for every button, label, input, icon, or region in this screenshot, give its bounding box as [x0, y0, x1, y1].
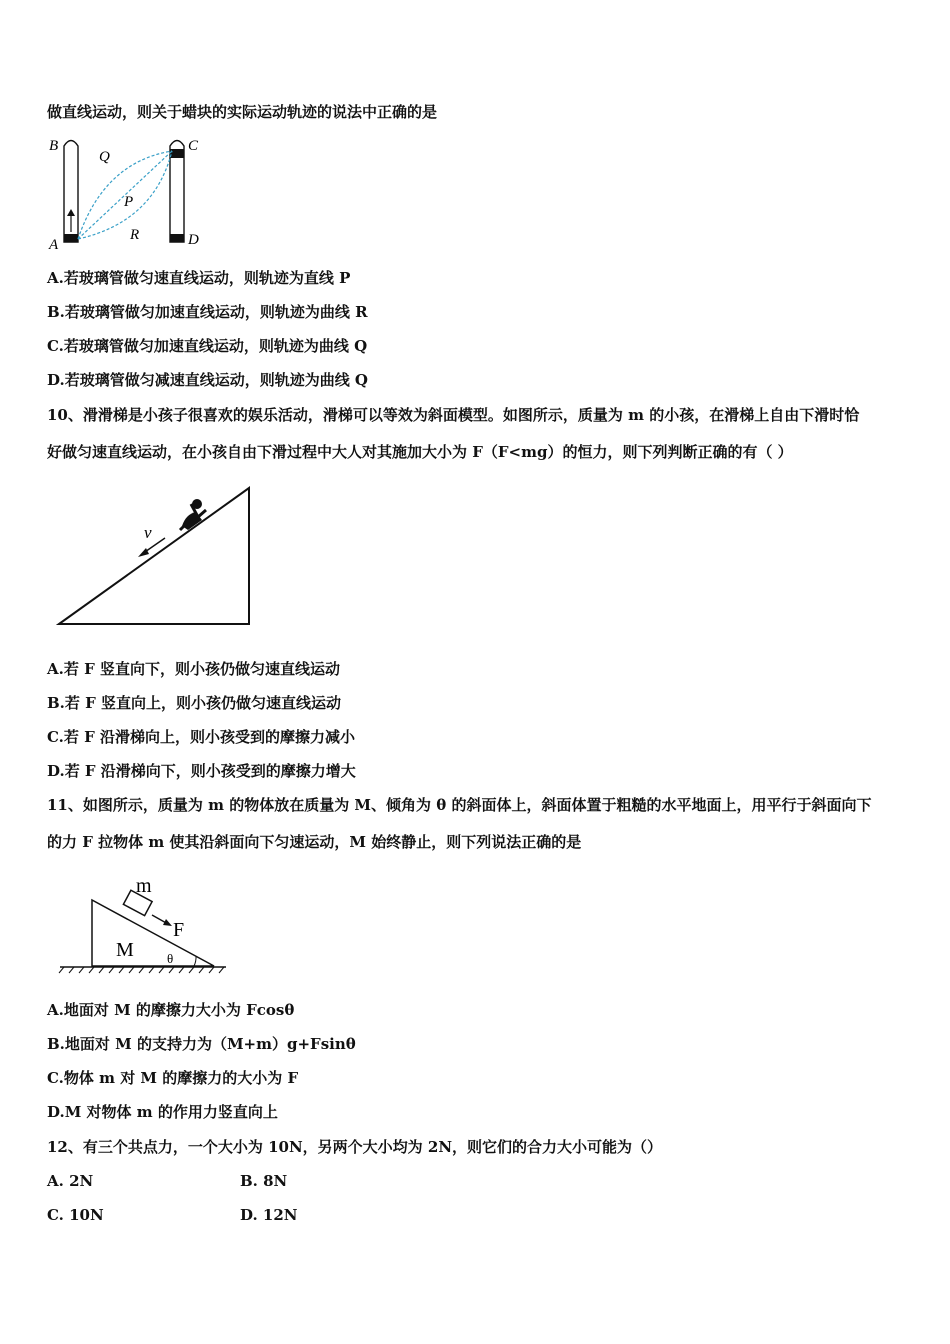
q10-option-c: C.若 F 沿滑梯向上，则小孩受到的摩擦力减小: [47, 728, 355, 746]
label-B: B: [49, 138, 59, 154]
label-theta: θ: [167, 951, 174, 966]
q9-glass-tube-figure: [44, 132, 214, 254]
label-F: F: [173, 919, 185, 941]
label-R: R: [130, 227, 140, 243]
q12-option-d: D. 12N: [240, 1206, 298, 1224]
label-D: D: [188, 232, 199, 248]
q10-slide-figure: [56, 482, 256, 628]
q12-option-a: A. 2N: [47, 1172, 94, 1190]
q12-option-c: C. 10N: [47, 1206, 104, 1224]
label-Q: Q: [99, 149, 110, 165]
q10-option-b: B.若 F 竖直向上，则小孩仍做匀速直线运动: [47, 694, 341, 712]
q9-stem-tail: 做直线运动，则关于蜡块的实际运动轨迹的说法中正确的是: [47, 103, 438, 121]
q10-option-d: D.若 F 沿滑梯向下，则小孩受到的摩擦力增大: [47, 762, 356, 780]
q9-option-d: D.若玻璃管做匀减速直线运动，则轨迹为曲线 Q: [47, 371, 368, 389]
label-v: v: [144, 523, 152, 542]
q9-option-a: A.若玻璃管做匀速直线运动，则轨迹为直线 P: [47, 269, 351, 287]
label-C: C: [188, 138, 199, 154]
q12-stem: 12、有三个共点力，一个大小为 10N，另两个大小均为 2N，则它们的合力大小可能为（）: [47, 1138, 663, 1156]
q11-incline-figure: [56, 870, 231, 978]
q10-stem-line2: 好做匀速直线运动，在小孩自由下滑过程中大人对其施加大小为 F（F<mg）的恒力，则下列判断正确的有（ ）: [47, 443, 793, 461]
q11-option-b: B.地面对 M 的支持力为（M+m）g+Fsinθ: [47, 1035, 356, 1053]
q12-option-b: B. 8N: [240, 1172, 288, 1190]
label-m: m: [136, 875, 152, 897]
q11-option-d: D.M 对物体 m 的作用力竖直向上: [47, 1103, 278, 1121]
q9-option-c: C.若玻璃管做匀加速直线运动，则轨迹为曲线 Q: [47, 337, 368, 355]
q11-option-a: A.地面对 M 的摩擦力大小为 Fcosθ: [47, 1001, 295, 1019]
label-P: P: [124, 194, 134, 210]
q11-stem-line2: 的力 F 拉物体 m 使其沿斜面向下匀速运动，M 始终静止，则下列说法正确的是: [47, 833, 582, 851]
label-A: A: [49, 237, 59, 253]
q10-stem-line1: 10、滑滑梯是小孩子很喜欢的娱乐活动，滑梯可以等效为斜面模型。如图所示，质量为 m 的小孩，在滑梯上自由下滑时恰: [47, 406, 860, 424]
child-icon: [180, 499, 206, 530]
q11-option-c: C.物体 m 对 M 的摩擦力的大小为 F: [47, 1069, 299, 1087]
q9-option-b: B.若玻璃管做匀加速直线运动，则轨迹为曲线 R: [47, 303, 368, 321]
label-M: M: [116, 939, 134, 961]
q11-stem-line1: 11、如图所示，质量为 m 的物体放在质量为 M、倾角为 θ 的斜面体上，斜面体置于粗糙的水平地面上，用平行于斜面向下: [47, 796, 872, 814]
q10-option-a: A.若 F 竖直向下，则小孩仍做匀速直线运动: [47, 660, 340, 678]
